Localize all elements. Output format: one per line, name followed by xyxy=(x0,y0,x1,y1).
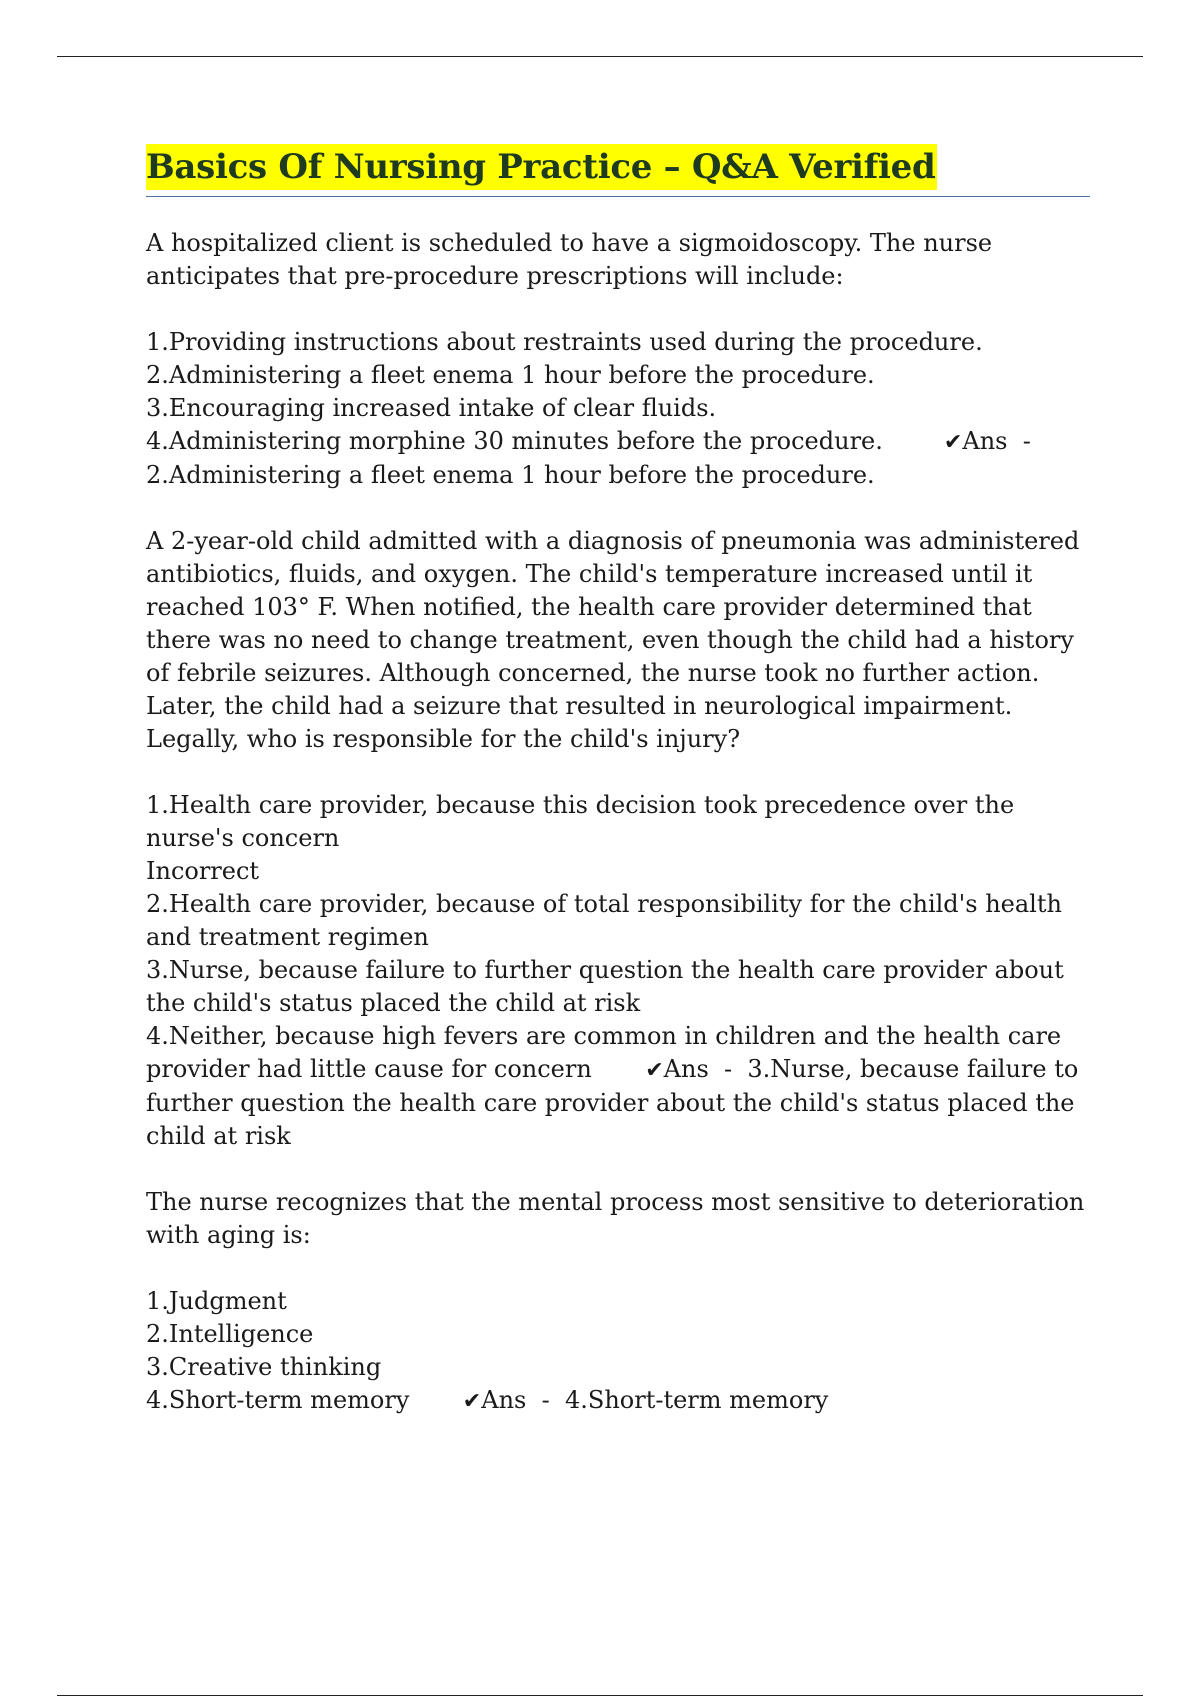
title-underline xyxy=(146,144,1090,197)
option-note: Incorrect xyxy=(146,857,260,885)
option-list xyxy=(146,789,1090,1153)
option-item: 1.Judgment xyxy=(146,1287,287,1315)
header-rule xyxy=(57,56,1143,57)
option-item-with-answer xyxy=(146,425,1090,459)
qa-item-3 xyxy=(146,1186,1090,1418)
answer-separator: - xyxy=(1022,427,1031,455)
option-item: 3.Nurse, because failure to further question the health care provider about the child's status placed the child at risk xyxy=(146,956,1064,1017)
qa-item-2 xyxy=(146,525,1090,1153)
option-item: 1.Providing instructions about restraints used during the procedure. xyxy=(146,328,983,356)
answer-label: Ans xyxy=(962,427,1008,455)
answer-separator: - xyxy=(541,1386,550,1414)
footer-rule xyxy=(57,1695,1143,1696)
answer-text: 3.Nurse, because failure to further question the health care provider about the child's status placed the child at risk xyxy=(146,1055,1079,1150)
option-list xyxy=(146,1285,1090,1418)
option-item: 4.Short-term memory xyxy=(146,1386,410,1414)
document-body xyxy=(146,144,1090,1451)
question-stem: A hospitalized client is scheduled to have a sigmoidoscopy. The nurse anticipates that pre-procedure prescriptions will include: xyxy=(146,229,993,290)
question-stem: The nurse recognizes that the mental process most sensitive to deterioration with aging is: xyxy=(146,1188,1085,1249)
option-item: 2.Health care provider, because of total responsibility for the child's health and treatment regimen xyxy=(146,890,1062,951)
checkmark-icon: ✔ xyxy=(645,1058,664,1083)
checkmark-icon: ✔ xyxy=(943,430,963,455)
document-title: Basics Of Nursing Practice – Q&A Verified xyxy=(146,144,937,190)
option-item-with-answer xyxy=(146,1384,1090,1418)
option-item-with-answer xyxy=(146,1020,1090,1153)
option-item: 1.Health care provider, because this decision took precedence over the nurse's concern xyxy=(146,791,1015,852)
answer-text: 2.Administering a fleet enema 1 hour before the procedure. xyxy=(146,461,875,489)
option-item: 2.Administering a fleet enema 1 hour before the procedure. xyxy=(146,361,875,389)
option-item: 3.Creative thinking xyxy=(146,1353,382,1381)
option-item: 3.Encouraging increased intake of clear fluids. xyxy=(146,394,717,422)
option-item: 2.Intelligence xyxy=(146,1320,314,1348)
question-stem: A 2-year-old child admitted with a diagnosis of pneumonia was administered antibiotics, fluids, and oxygen. The child's temperature increased until it reached 103° F. When notified, the health care provider determined that there was no need to change treatment, even though the child had a history of febrile seizures. Although concerned, the nurse took no further action. Later, the child had a seizure that resulted in neurological impairment. Legally, who is responsible for the child's injury? xyxy=(146,527,1080,753)
answer-text: 4.Short-term memory xyxy=(564,1386,829,1414)
option-list xyxy=(146,326,1090,492)
option-item: 4.Neither, because high fevers are common in children and the health care provider had little cause for concern xyxy=(146,1022,1062,1083)
answer-label: Ans xyxy=(481,1386,527,1414)
checkmark-icon: ✔ xyxy=(462,1389,482,1414)
answer-label: Ans xyxy=(663,1055,709,1083)
option-item: 4.Administering morphine 30 minutes before the procedure. xyxy=(146,427,883,455)
qa-item-1 xyxy=(146,227,1090,492)
answer-separator: - xyxy=(724,1055,733,1083)
